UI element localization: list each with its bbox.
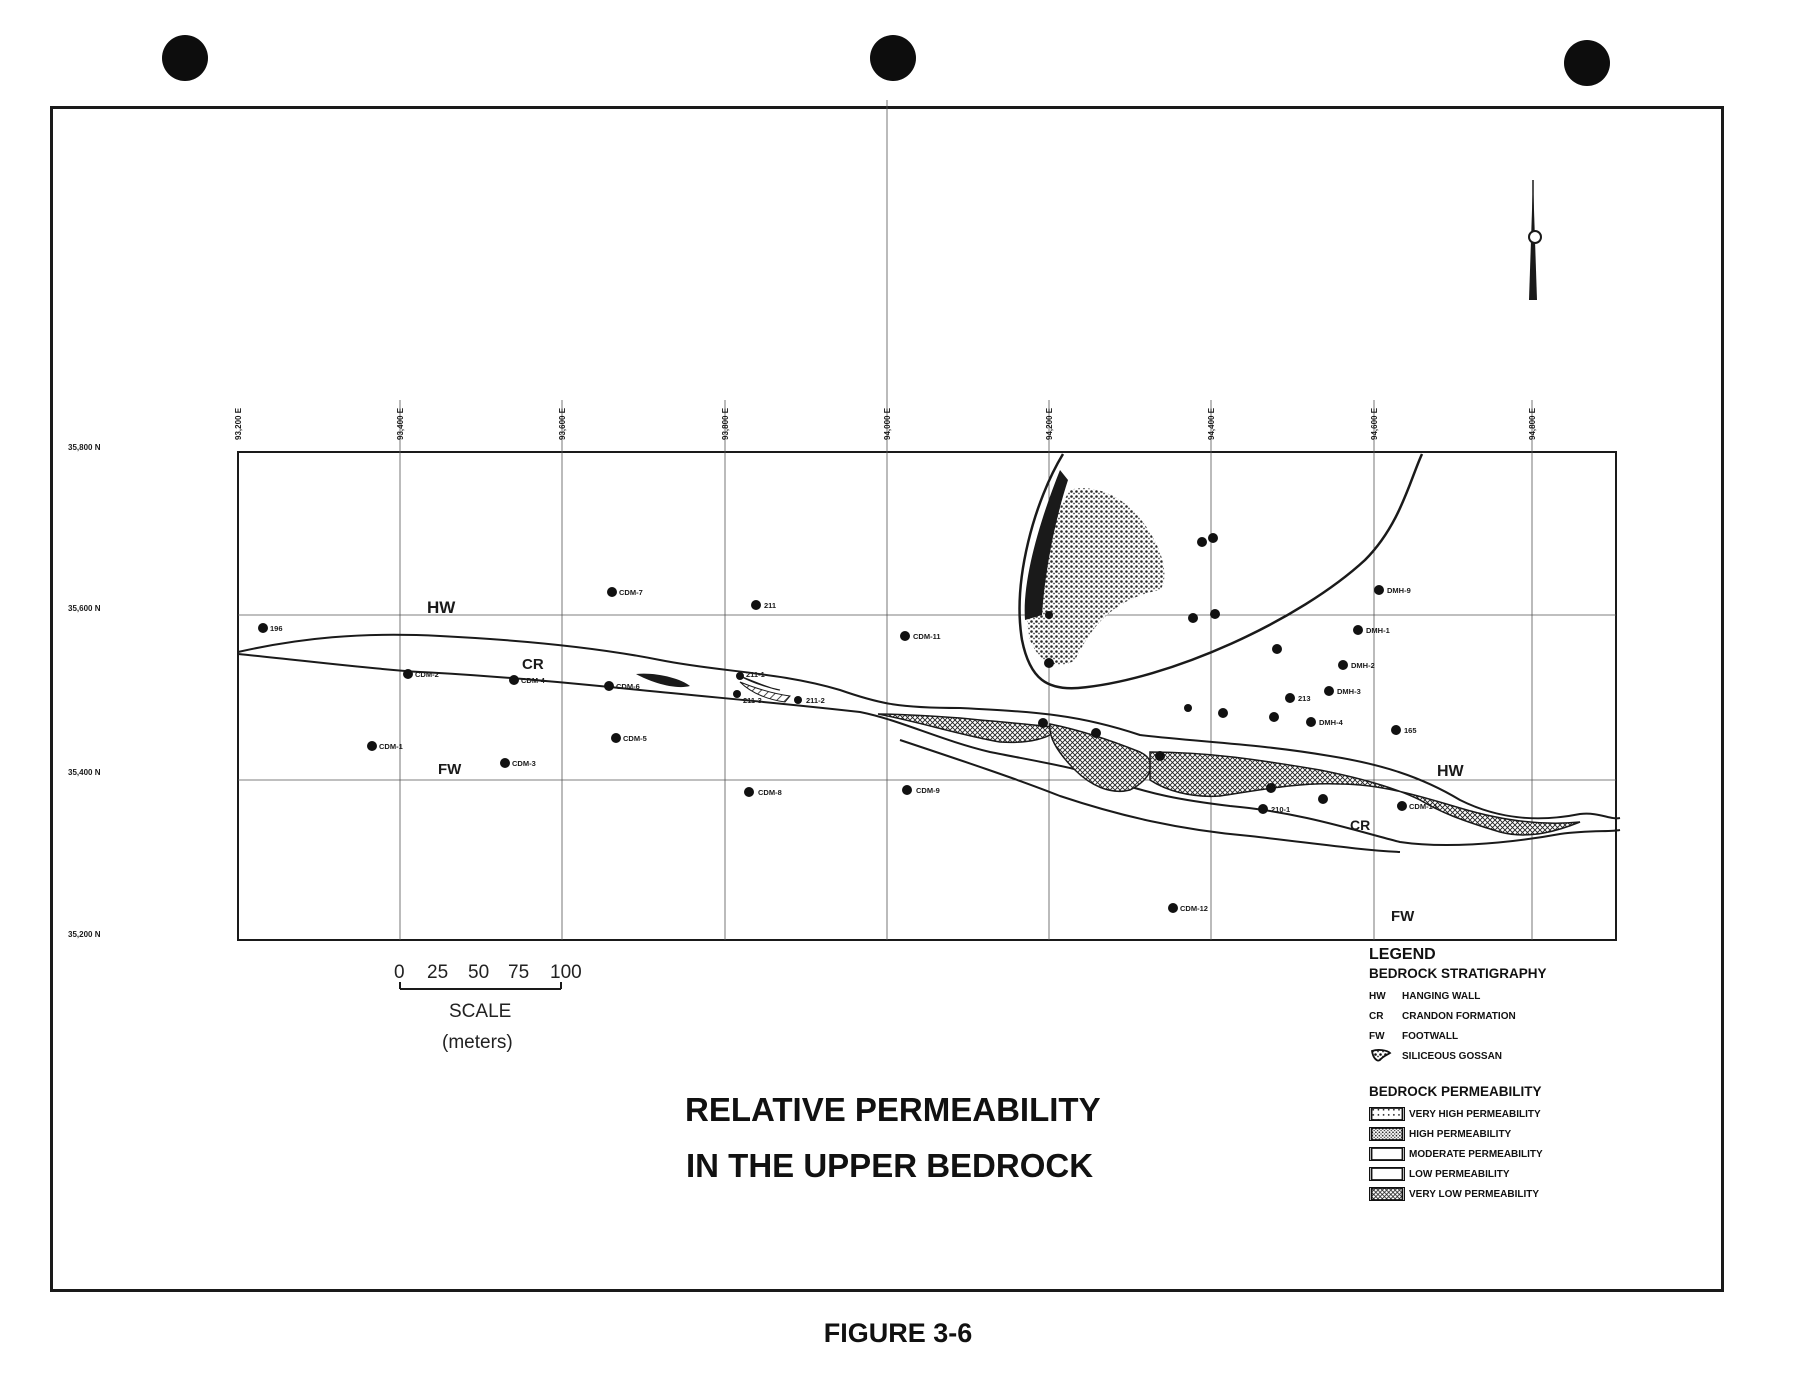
well-marker [1044,658,1054,668]
scale-tick-label: 50 [468,962,490,983]
well-marker [1374,585,1411,595]
well-marker [611,733,647,743]
easting-labels [234,407,1537,440]
legend-item [1369,1006,1669,1026]
legend-label: FOOTWALL [1402,1030,1459,1042]
well-marker [1306,717,1344,727]
svg-text:211-2: 211-2 [806,696,825,705]
map-frame [238,452,1616,940]
legend-label: HANGING WALL [1402,990,1481,1002]
legend-item [1369,1124,1669,1144]
well-marker [1091,728,1101,738]
well-marker [1397,801,1438,811]
unit-label-fw: FW [438,761,462,778]
easting-label: 93,600 E [558,407,567,440]
svg-text:CDM-4: CDM-4 [521,676,545,685]
well-marker [1038,718,1048,728]
well-marker [1272,644,1282,654]
well-marker [604,681,640,691]
well-marker [1210,609,1220,619]
scale-tick-label: 0 [394,962,405,983]
legend-label: MODERATE PERMEABILITY [1409,1148,1543,1160]
well-marker [1045,611,1053,619]
well-marker [258,623,283,633]
well-marker [1258,804,1290,814]
svg-text:CDM-6: CDM-6 [616,682,640,691]
legend-label: LOW PERMEABILITY [1409,1168,1510,1180]
legend-permeability-heading: BEDROCK PERMEABILITY [1369,1084,1542,1099]
well-marker [1208,533,1218,543]
well-marker [1218,708,1228,718]
low-permeability-lens [636,674,690,687]
geologic-contacts [238,635,1620,852]
svg-text:196: 196 [270,624,283,633]
unit-label-cr: CR [1350,817,1371,833]
northing-labels [68,443,101,939]
svg-text:211-1: 211-1 [746,670,765,679]
svg-text:CDM-9: CDM-9 [916,786,940,795]
unit-label-hw: HW [1437,763,1464,780]
well-marker [1197,537,1207,547]
well-marker [509,675,546,685]
easting-label: 93,400 E [396,407,405,440]
easting-label: 93,200 E [234,407,243,440]
svg-text:CDM-7: CDM-7 [619,588,643,597]
legend-item [1369,1046,1669,1066]
legend-label: SILICEOUS GOSSAN [1402,1050,1503,1062]
well-marker [1269,712,1279,722]
svg-text:DMH-3: DMH-3 [1337,687,1361,696]
legend-code: CR [1369,1010,1384,1022]
unit-label-hw: HW [427,598,456,617]
scale-tick-label: 75 [508,962,530,983]
svg-text:CDM-8: CDM-8 [758,788,782,797]
legend-label: VERY LOW PERMEABILITY [1409,1188,1540,1200]
figure-caption: FIGURE 3-6 [823,1318,973,1348]
svg-text:165: 165 [1404,726,1417,735]
well-marker [1391,725,1417,735]
scale-label: SCALE [449,1001,512,1022]
svg-text:DMH-9: DMH-9 [1387,586,1411,595]
map-title-line: IN THE UPPER BEDROCK [686,1147,1094,1184]
easting-label: 94,800 E [1528,407,1537,440]
svg-text:DMH-4: DMH-4 [1319,718,1343,727]
svg-text:213: 213 [1298,694,1311,703]
svg-text:210-1: 210-1 [1271,805,1291,814]
well-marker [1353,625,1390,635]
well-marker [902,785,940,795]
svg-text:211-3: 211-3 [743,696,762,705]
scale-tick-label: 25 [427,962,449,983]
easting-label: 94,200 E [1045,407,1054,440]
well-marker [900,631,941,641]
legend-item [1369,1026,1669,1046]
well-marker [794,696,825,705]
legend-item [1369,1184,1669,1204]
legend-label: VERY HIGH PERMEABILITY [1409,1108,1541,1120]
low-permeability-swatch [1369,1167,1405,1181]
svg-text:CDM-11: CDM-11 [913,632,941,641]
northing-label: 35,400 N [68,768,101,777]
well-marker [751,600,776,610]
svg-text:CDM-3: CDM-3 [512,759,536,768]
svg-text:DMH-2: DMH-2 [1351,661,1375,670]
legend-label: HIGH PERMEABILITY [1409,1128,1512,1140]
legend-item [1369,1104,1669,1124]
svg-text:CDM-5: CDM-5 [623,734,647,743]
gossan-icon [1369,1048,1393,1064]
easting-label: 94,400 E [1207,407,1216,440]
map-title [620,1082,1360,1194]
svg-text:211: 211 [764,601,777,610]
well-marker [1188,613,1198,623]
map-title-line: RELATIVE PERMEABILITY [685,1091,1101,1128]
legend-code: HW [1369,990,1386,1002]
easting-label: 94,000 E [883,407,892,440]
legend-item [1369,1164,1669,1184]
well-marker [744,787,782,797]
well-marker [367,741,403,751]
well-marker [1338,660,1375,670]
well-marker [1324,686,1361,696]
well-marker [403,669,439,679]
unit-label-fw: FW [1391,908,1415,925]
legend-item [1369,1144,1669,1164]
legend-title: LEGEND [1369,946,1436,963]
legend-item [1369,986,1669,1006]
high-permeability-swatch [1369,1127,1405,1141]
svg-text:CDM-1: CDM-1 [379,742,403,751]
well-marker [1168,903,1208,913]
legend-code: FW [1369,1030,1385,1042]
high-permeability-zone-west [878,714,1060,742]
moderate-permeability-swatch [1369,1147,1405,1161]
svg-text:CDM-12: CDM-12 [1180,904,1208,913]
svg-text:CDM-14: CDM-14 [1409,802,1437,811]
scale-tick-label: 100 [550,962,582,983]
well-marker [1155,751,1165,761]
well-marker [1285,693,1311,703]
northing-label: 35,200 N [68,930,101,939]
well-marker [500,758,536,768]
legend-label: CRANDON FORMATION [1402,1010,1516,1022]
easting-label: 94,600 E [1370,407,1379,440]
scale-unit: (meters) [442,1032,513,1053]
unit-label-cr: CR [522,656,544,673]
wells [258,533,1438,913]
northing-label: 35,600 N [68,604,101,613]
legend-stratigraphy-heading: BEDROCK STRATIGRAPHY [1369,966,1547,981]
well-marker [1266,783,1276,793]
svg-text:DMH-1: DMH-1 [1366,626,1390,635]
well-marker [1184,704,1192,712]
very-low-permeability-swatch [1369,1187,1405,1201]
northing-label: 35,800 N [68,443,101,452]
svg-text:CDM-2: CDM-2 [415,670,439,679]
coordinate-grid [238,100,1616,940]
easting-label: 93,800 E [721,407,730,440]
north-arrow-icon [1529,180,1541,300]
well-marker [1318,794,1328,804]
very-high-permeability-swatch [1369,1107,1405,1121]
well-marker [607,587,643,597]
legend [1369,946,1669,1204]
